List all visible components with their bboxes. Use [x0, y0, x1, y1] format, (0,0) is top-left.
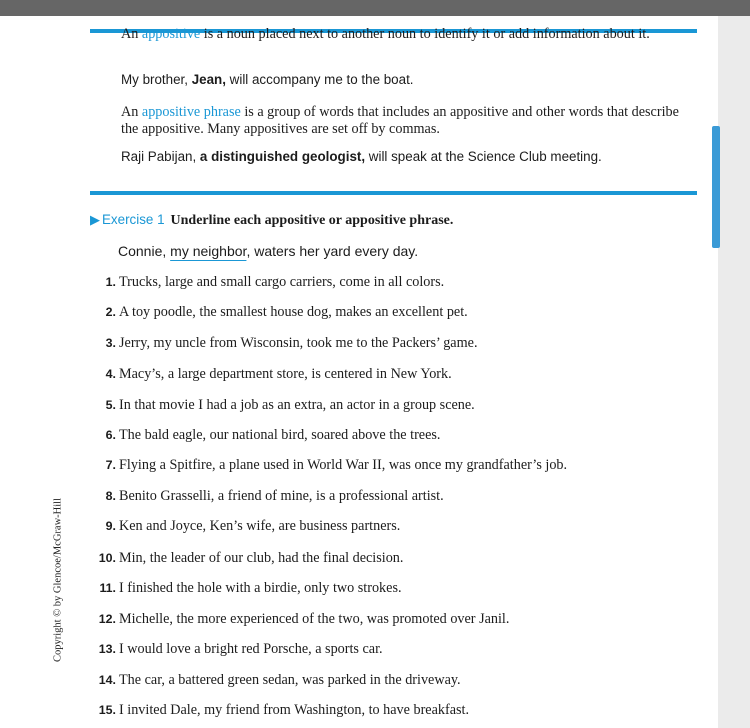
triangle-arrow-icon: ▶	[90, 213, 100, 228]
example-underlined-phrase: my neighbor	[170, 243, 247, 259]
scrollbar-thumb[interactable]	[712, 126, 720, 248]
exercise-item: 6. The bald eagle, our national bird, soared above the trees.	[105, 427, 441, 443]
exercise-item: 12. Michelle, the more experienced of the two, was promoted over Janil.	[98, 611, 510, 627]
exercise-item: 14. The car, a battered green sedan, was parked in the driveway.	[98, 672, 461, 688]
window-top-bar	[0, 0, 750, 16]
exercise-item: 4. Macy’s, a large department store, is centered in New York.	[105, 366, 452, 382]
exercise-instruction: Underline each appositive or appositive phrase.	[170, 213, 454, 228]
exercise-item: 5. In that movie I had a job as an extra, an actor in a group scene.	[105, 397, 475, 413]
exercise-item: 2. A toy poodle, the smallest house dog, makes an excellent pet.	[105, 304, 468, 320]
exercise-item: 7. Flying a Spitfire, a plane used in World War II, was once my grandfather’s job.	[105, 457, 568, 473]
exercise-item: 10. Min, the leader of our club, had the final decision.	[98, 550, 404, 566]
appositive-phrase-definition: An appositive phrase is a group of words that includes an appositive and other words that describe the appositive. Many appositives are set off by commas.	[121, 104, 679, 137]
exercise-heading	[90, 212, 453, 229]
copyright-notice: Copyright © by Glencoe/McGraw-Hill	[52, 498, 64, 662]
exercise-item: 1. Trucks, large and small cargo carriers, come in all colors.	[105, 274, 445, 290]
term-appositive: appositive	[141, 26, 201, 42]
exercise-example: Connie, my neighbor, waters her yard every day.	[118, 243, 419, 259]
appositive-phrase-example: Raji Pabijan, a distinguished geologist, will speak at the Science Club meeting.	[121, 149, 602, 164]
appositive-example: My brother, Jean, will accompany me to the boat.	[121, 72, 414, 87]
exercise-item: 11. I finished the hole with a birdie, only two strokes.	[99, 580, 402, 596]
exercise-item: 9. Ken and Joyce, Ken’s wife, are business partners.	[105, 518, 401, 534]
box-bottom-rule	[90, 191, 697, 195]
exercise-label: Exercise 1	[102, 212, 165, 227]
scrollbar-track[interactable]	[718, 16, 750, 728]
appositive-definition: An appositive is a noun placed next to another noun to identify it or add information about it.	[121, 26, 650, 42]
document-page	[0, 16, 718, 728]
exercise-item: 8. Benito Grasselli, a friend of mine, is a professional artist.	[105, 488, 444, 504]
exercise-item: 13. I would love a bright red Porsche, a sports car.	[98, 641, 383, 657]
term-appositive-phrase: appositive phrase	[141, 104, 241, 120]
exercise-item: 3. Jerry, my uncle from Wisconsin, took me to the Packers’ game.	[105, 335, 478, 351]
exercise-item: 15. I invited Dale, my friend from Washington, to have breakfast.	[98, 702, 470, 718]
